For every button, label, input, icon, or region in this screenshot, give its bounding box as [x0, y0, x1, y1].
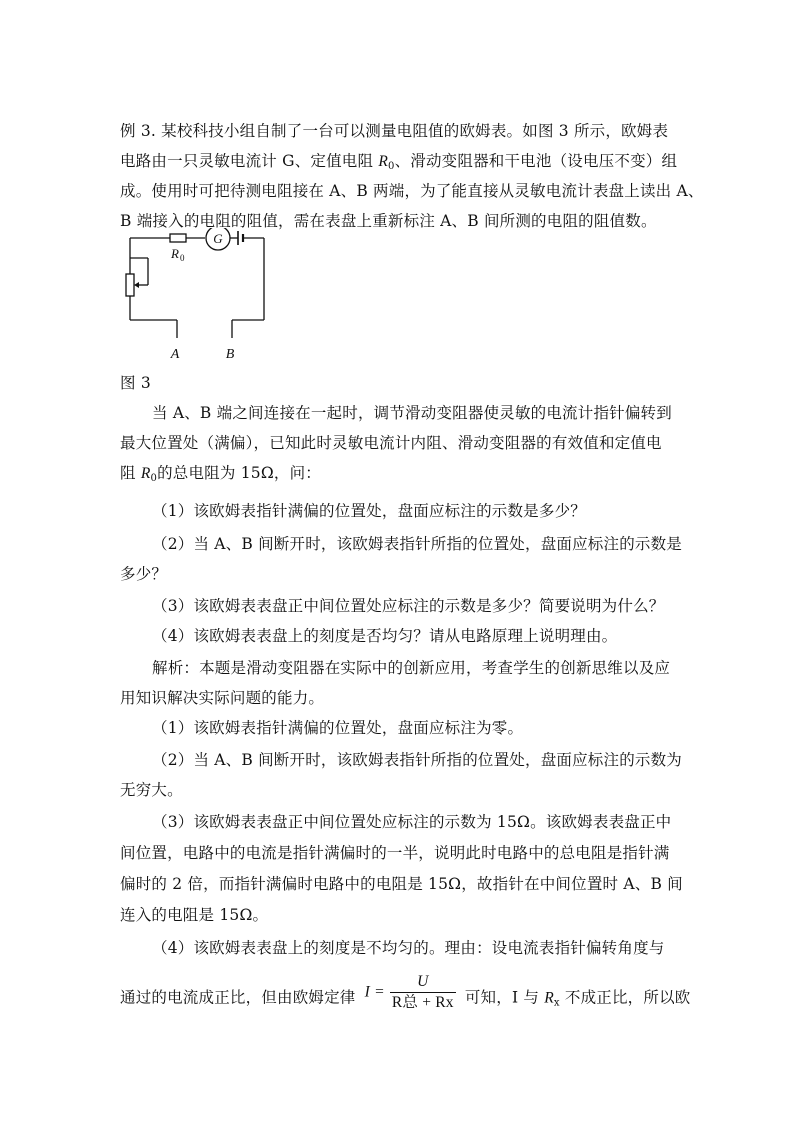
answer-2-line-1: （2）当 A、B 间断开时，该欧姆表指针所指的位置处，盘面应标注的示数为: [152, 751, 683, 769]
question-intro-line-3-a: 阻: [120, 464, 141, 482]
example-line-3: 成。使用时可把待测电阻接在 A、B 两端，为了能直接从灵敏电流计表盘上读出 A、: [120, 182, 704, 200]
answer-3-line-1: （3）该欧姆表表盘正中间位置处应标注的示数为 15Ω。该欧姆表表盘正中: [152, 813, 672, 831]
rx-symbol: R: [544, 989, 554, 1007]
question-4: （4）该欧姆表表盘上的刻度是否均匀？请从电路原理上说明理由。: [152, 627, 618, 645]
circuit-r0-label: R: [171, 246, 179, 261]
formula-numerator: U: [417, 973, 429, 990]
answer-3-line-3: 偏时的 2 倍，而指针满偏时电路中的电阻是 15Ω，故指针在中间位置时 A、B 间: [120, 875, 683, 893]
circuit-diagram: [120, 228, 280, 368]
question-3: （3）该欧姆表表盘正中间位置处应标注的示数是多少？简要说明为什么？: [152, 597, 665, 615]
example-line-2-b: 、滑动变阻器和干电池（设电压不变）组: [394, 152, 678, 170]
r0-subscript: 0: [388, 161, 395, 172]
question-intro-line-1: 当 A、B 端之间连接在一起时，调节滑动变阻器使灵敏的电流计指针偏转到: [152, 404, 672, 422]
r0-symbol: R: [378, 153, 389, 170]
example-line-2: [120, 151, 680, 177]
analysis-line-2: 用知识解决实际问题的能力。: [120, 689, 325, 707]
question-intro-line-3-b: 的总电阻为 15Ω，问：: [157, 464, 321, 482]
terminal-a-label: A: [170, 347, 180, 362]
example-line-1: 例 3. 某校科技小组自制了一台可以测量电阻值的欧姆表。如图 3 所示，欧姆表: [120, 122, 669, 140]
answer-4-line-2-b: 可知，I 与: [459, 988, 545, 1007]
question-2-line-2: 多少？: [120, 565, 168, 583]
question-intro-line-3: [120, 463, 680, 489]
answer-4-line-1: （4）该欧姆表表盘上的刻度是不均匀的。理由：设电流表指针偏转角度与: [152, 939, 665, 957]
ohms-law-formula: [365, 972, 456, 1013]
formula-fraction: [390, 972, 456, 1013]
rx-subscript: x: [553, 997, 560, 1009]
analysis-line-1: 解析：本题是滑动变阻器在实际中的创新应用，考查学生的创新思维以及应: [152, 659, 671, 677]
answer-1: （1）该欧姆表指针满偏的位置处，盘面应标注为零。: [152, 719, 524, 737]
question-1: （1）该欧姆表指针满偏的位置处，盘面应标注的示数是多少？: [152, 502, 586, 520]
answer-4-line-2: [120, 973, 691, 1019]
r0-subscript: 0: [150, 473, 158, 484]
answer-2-line-2: 无穷大。: [120, 781, 183, 799]
circuit-g-label: G: [213, 231, 223, 246]
formula-lhs: I =: [364, 983, 385, 1001]
answer-3-line-4: 连入的电阻是 15Ω。: [120, 906, 269, 924]
r0-symbol: R: [140, 465, 151, 482]
example-line-4: B 端接入的电阻的阻值，需在表盘上重新标注 A、B 间所测的电阻的阻值数。: [120, 212, 657, 230]
figure-caption: 图 3: [120, 374, 151, 392]
answer-3-line-2: 间位置，电路中的电流是指针满偏时的一半，说明此时电路中的总电阻是指针满: [120, 844, 670, 862]
answer-4-line-2-c: 不成正比，所以欧: [559, 988, 691, 1007]
question-2-line-1: （2）当 A、B 间断开时，该欧姆表指针所指的位置处，盘面应标注的示数是: [152, 535, 683, 553]
answer-4-line-2-a: 通过的电流成正比，但由欧姆定律: [120, 988, 361, 1007]
formula-denominator: R总 + Rx: [391, 994, 454, 1011]
example-line-2-a: 电路由一只灵敏电流计 G、定值电阻: [120, 152, 379, 170]
terminal-b-label: B: [225, 347, 235, 362]
circuit-r0-sub: 0: [180, 253, 185, 263]
question-intro-line-2: 最大位置处（满偏），已知此时灵敏电流计内阻、滑动变阻器的有效值和定值电: [120, 434, 662, 452]
